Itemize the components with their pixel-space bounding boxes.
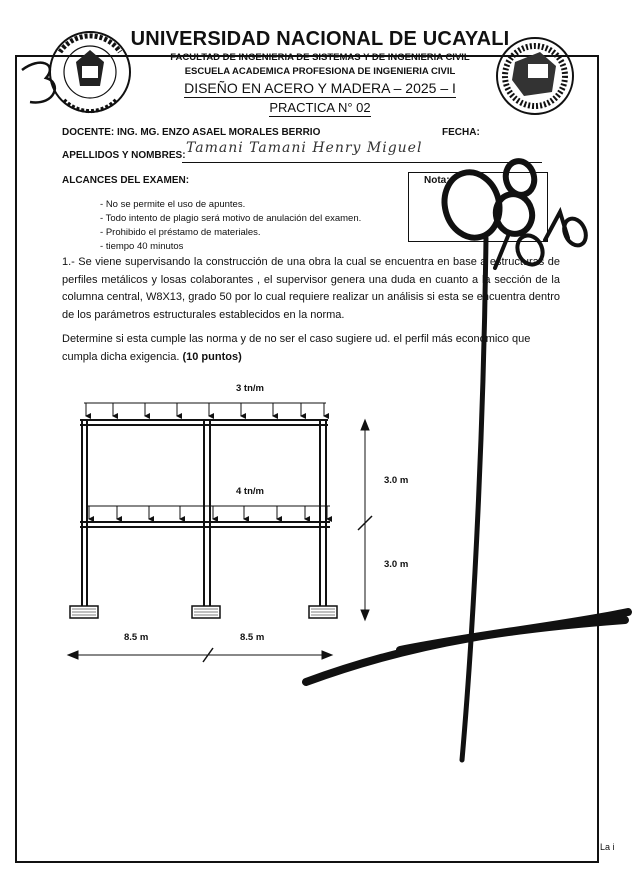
load-top-label: 3 tn/m [236,383,264,394]
rule-item: - Prohibido el préstamo de materiales. [100,226,361,240]
rule-item: - Todo intento de plagio será motivo de anulación del examen. [100,212,361,226]
load-mid-label: 4 tn/m [236,486,264,497]
faculty-name: FACULTAD DE INGENIERIA DE SISTEMAS Y DE INGENIERIA CIVIL [170,52,470,63]
rule-item: - tiempo 40 minutos [100,240,361,254]
nota-label: Nota: [424,175,450,186]
handwritten-mark-left [22,63,55,103]
school-name: ESCUELA ACADEMICA PROFESIONA DE INGENIERIA CIVIL [184,66,456,77]
university-name: UNIVERSIDAD NACIONAL DE UCAYALI [130,28,510,50]
pen-stroke-vertical [462,238,486,760]
span-left-label: 8.5 m [124,632,149,643]
student-name: Tamani Tamani Henry Miguel [186,140,423,156]
fecha-label: FECHA: [442,127,480,138]
question-paragraph-1: 1.- Se viene supervisando la construcción de una obra la cual se encuentra en base a estructuras de perfiles metálicos y losas colaborantes , el supervisor genera una duda en cuanto a la sección de la columna central, W8X13, grado 50 por lo cual requiere realizar un análisis si esta se encuentra dentro de los parámetros estructurales establecidos en la norma. [62,256,560,321]
question-points: (10 puntos) [182,350,242,363]
docente-line: DOCENTE: ING. MG. ENZO ASAEL MORALES BERRIO [62,127,321,138]
page-footer: La i [600,842,615,852]
handwritten-grade [437,158,590,269]
practice-title: PRACTICA N° 02 [269,100,371,115]
course-title: DISEÑO EN ACERO Y MADERA – 2025 – I [184,80,456,96]
rule-item: - No se permite el uso de apuntes. [100,198,361,212]
names-label: APELLIDOS Y NOMBRES: [62,150,186,161]
height-top-label: 3.0 m [384,475,409,486]
height-bottom-label: 3.0 m [384,559,409,570]
span-right-label: 8.5 m [240,632,265,643]
alcances-label: ALCANCES DEL EXAMEN: [62,175,190,186]
question-text: Determine si esta cumple las norma y de no ser el caso sugiere ud. el perfil más económico que cumpla dicha exigencia. [62,333,531,363]
